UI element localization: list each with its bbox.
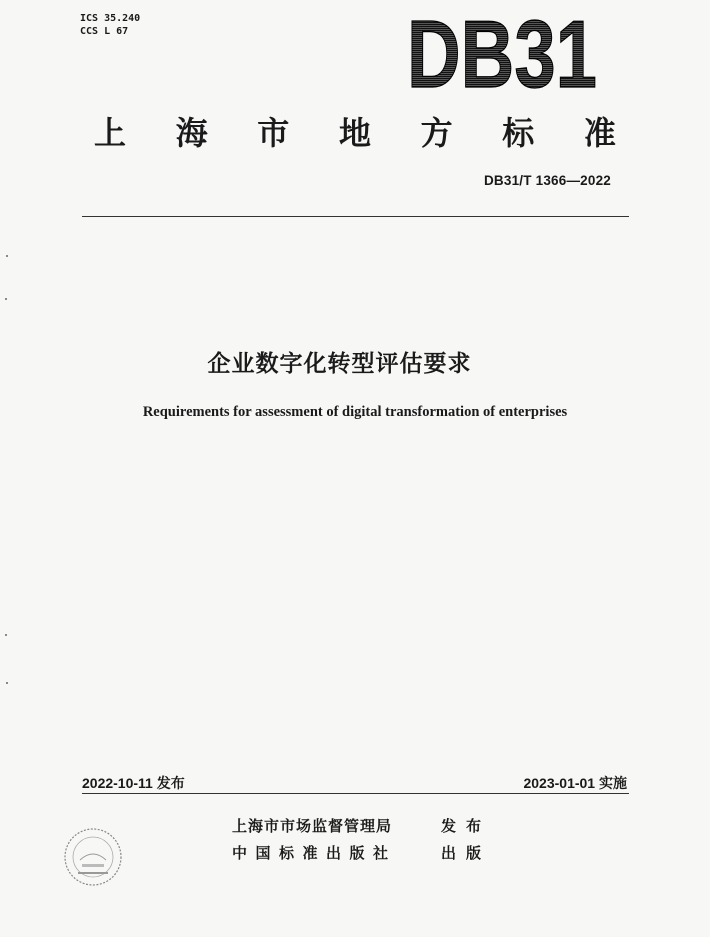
heading-char: 地 (338, 114, 371, 152)
scan-speck (5, 298, 7, 300)
publish-date: 2022-10-11 发布 (82, 775, 185, 791)
publisher-name: 中国标准出版社 (232, 844, 397, 862)
bottom-divider (82, 793, 629, 794)
english-title: Requirements for assessment of digital transformation of enterprises (142, 404, 568, 420)
chinese-title: 企业数字化转型评估要求 (207, 351, 472, 377)
classification-codes (80, 12, 140, 38)
issuer-action: 发布 (441, 817, 492, 835)
seal-stamp (62, 826, 124, 888)
scan-speck (5, 634, 7, 636)
implement-date: 2023-01-01 实施 (523, 775, 627, 791)
ccs-code: CCS L 67 (80, 26, 129, 37)
heading-char: 方 (420, 114, 453, 152)
heading-char: 上 (93, 114, 126, 152)
heading-char: 市 (257, 114, 290, 152)
top-divider (82, 216, 629, 217)
scan-speck (6, 682, 8, 684)
heading-char: 标 (502, 114, 535, 152)
heading-char: 海 (175, 114, 208, 152)
ics-code: ICS 35.240 (80, 13, 141, 24)
logo-text: DB31 (407, 1, 597, 108)
issuer-name: 上海市市场监督管理局 (232, 817, 393, 835)
publisher-action: 出版 (441, 844, 492, 862)
scan-speck (6, 255, 8, 257)
standard-number: DB31/T 1366—2022 (483, 173, 611, 188)
heading-char: 准 (583, 114, 616, 152)
db31-logo (405, 1, 600, 108)
standard-type-heading (90, 108, 620, 154)
